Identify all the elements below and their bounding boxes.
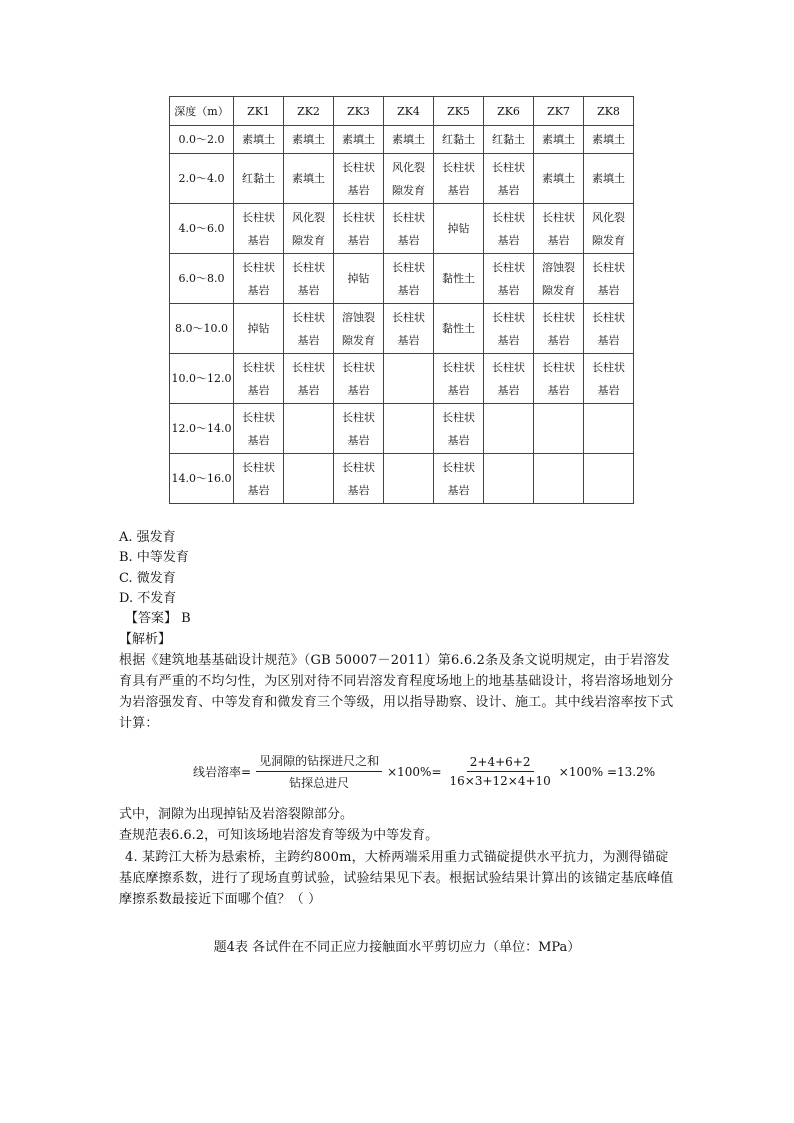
soil-cell-line: 长柱状 — [292, 360, 325, 374]
soil-cell-line: 素填土 — [292, 133, 325, 146]
soil-cell-line: 隙发育 — [592, 233, 625, 247]
soil-cell-line: 基岩 — [397, 333, 420, 347]
soil-cell-line: 隙发育 — [292, 233, 325, 247]
table-row — [170, 204, 634, 254]
depth-cell: 8.0～10.0 — [170, 304, 234, 354]
table-row — [170, 454, 634, 504]
soil-cell — [534, 304, 584, 354]
soil-cell — [434, 454, 484, 504]
soil-cell-line: 隙发育 — [342, 333, 375, 347]
soil-cell-line: 基岩 — [347, 433, 370, 447]
soil-cell-line: 基岩 — [347, 183, 370, 197]
soil-cell-line: 溶蚀裂 — [542, 260, 575, 274]
soil-cell-line: 长柱状 — [342, 410, 375, 424]
soil-cell-line: 长柱状 — [442, 410, 475, 424]
option-a: A. 强发育 — [119, 530, 176, 545]
soil-cell — [584, 454, 634, 504]
fraction-values — [447, 755, 554, 788]
header-borehole: ZK7 — [534, 97, 584, 126]
soil-cell — [384, 304, 434, 354]
depth-cell: 0.0～2.0 — [170, 126, 234, 154]
soil-cell-line: 基岩 — [247, 483, 270, 497]
soil-cell — [284, 154, 334, 204]
fraction-values-numerator: 2+4+6+2 — [467, 755, 534, 772]
soil-cell — [484, 126, 534, 154]
soil-cell — [434, 304, 484, 354]
soil-cell-line: 素填土 — [342, 133, 375, 146]
soil-cell — [234, 304, 284, 354]
header-borehole: ZK8 — [584, 97, 634, 126]
soil-cell — [434, 254, 484, 304]
question-4: 4. 某跨江大桥为悬索桥，主跨约800m，大桥两端采用重力式锚碇提供水平抗力，为测得锚碇基底摩擦系数，进行了现场直剪试验，试验结果见下表。根据试验结果计算出的该锚定基底峰值摩擦系数最接近下面哪个值？（ ） — [119, 850, 674, 907]
soil-cell-line: 长柱状 — [442, 160, 475, 174]
soil-cell — [484, 204, 534, 254]
table-row — [170, 354, 634, 404]
soil-cell-line: 基岩 — [397, 233, 420, 247]
soil-cell-line: 基岩 — [447, 433, 470, 447]
table-row — [170, 154, 634, 204]
soil-cell — [484, 154, 534, 204]
soil-cell-line: 红黏土 — [442, 133, 475, 146]
table-caption: 题4表 各试件在不同正应力接触面水平剪切应力（单位：MPa） — [213, 940, 581, 955]
soil-cell — [384, 254, 434, 304]
soil-cell — [584, 254, 634, 304]
soil-cell — [334, 404, 384, 454]
option-c: C. 微发育 — [119, 571, 176, 586]
soil-cell — [434, 204, 484, 254]
soil-cell — [334, 304, 384, 354]
soil-cell-line: 素填土 — [242, 133, 275, 146]
soil-cell — [534, 204, 584, 254]
soil-cell-line: 长柱状 — [492, 360, 525, 374]
soil-cell — [434, 154, 484, 204]
soil-cell-line: 风化裂 — [392, 160, 425, 174]
option-d: D. 不发育 — [119, 591, 177, 606]
soil-cell-line: 基岩 — [247, 383, 270, 397]
soil-cell-line: 基岩 — [547, 333, 570, 347]
soil-cell-line: 溶蚀裂 — [342, 310, 375, 324]
soil-cell-line: 基岩 — [447, 483, 470, 497]
soil-cell-line: 基岩 — [547, 383, 570, 397]
table-header-row — [170, 97, 634, 126]
soil-cell — [334, 126, 384, 154]
soil-cell-line: 长柱状 — [492, 160, 525, 174]
header-borehole: ZK4 — [384, 97, 434, 126]
soil-cell — [484, 454, 534, 504]
soil-cell-line: 基岩 — [347, 233, 370, 247]
soil-cell-line: 基岩 — [497, 183, 520, 197]
soil-cell-line: 长柱状 — [242, 360, 275, 374]
soil-cell-line: 基岩 — [497, 233, 520, 247]
soil-cell-line: 掉钻 — [447, 222, 470, 235]
header-borehole: ZK5 — [434, 97, 484, 126]
soil-cell-line: 长柱状 — [342, 360, 375, 374]
table-row — [170, 254, 634, 304]
soil-cell-line: 素填土 — [392, 133, 425, 146]
soil-cell-line: 基岩 — [447, 183, 470, 197]
soil-cell — [334, 254, 384, 304]
fraction-definition-numerator: 见洞隙的钻探进尺之和 — [256, 752, 382, 772]
soil-cell-line: 基岩 — [297, 283, 320, 297]
soil-cell-line: 隙发育 — [542, 283, 575, 297]
note-hole: 式中，洞隙为出现掉钻及岩溶裂隙部分。 — [119, 807, 354, 822]
soil-cell-line: 素填土 — [292, 172, 325, 185]
soil-cell-line: 黏性土 — [442, 272, 475, 285]
soil-cell-line: 长柱状 — [592, 360, 625, 374]
soil-cell-line: 素填土 — [542, 172, 575, 185]
soil-cell — [284, 204, 334, 254]
fraction-definition — [256, 752, 382, 791]
soil-cell-line: 长柱状 — [292, 310, 325, 324]
header-depth: 深度（m） — [170, 97, 234, 126]
soil-cell-line: 基岩 — [497, 333, 520, 347]
table-body — [170, 126, 634, 504]
soil-cell — [484, 354, 534, 404]
soil-cell-line: 长柱状 — [492, 260, 525, 274]
soil-cell-line: 长柱状 — [242, 460, 275, 474]
soil-cell — [484, 254, 534, 304]
soil-cell-line: 风化裂 — [292, 210, 325, 224]
soil-cell-line: 基岩 — [297, 383, 320, 397]
soil-cell — [284, 254, 334, 304]
soil-cell — [384, 204, 434, 254]
soil-cell — [534, 404, 584, 454]
soil-cell — [534, 254, 584, 304]
soil-cell-line: 基岩 — [247, 233, 270, 247]
soil-cell-line: 基岩 — [347, 383, 370, 397]
analysis-title: 【解析】 — [119, 632, 172, 647]
soil-cell — [334, 204, 384, 254]
soil-cell-line: 基岩 — [397, 283, 420, 297]
soil-cell-line: 黏性土 — [442, 322, 475, 335]
formula-result: ×100% =13.2% — [558, 764, 656, 779]
soil-cell — [284, 304, 334, 354]
soil-cell-line: 基岩 — [447, 383, 470, 397]
soil-cell-line: 长柱状 — [542, 360, 575, 374]
soil-cell-line: 基岩 — [597, 383, 620, 397]
soil-cell-line: 掉钻 — [247, 322, 270, 335]
soil-cell — [584, 154, 634, 204]
soil-cell — [384, 404, 434, 454]
soil-cell — [384, 154, 434, 204]
fraction-values-denominator: 16×3+12×4+10 — [449, 774, 551, 788]
depth-cell: 2.0～4.0 — [170, 154, 234, 204]
soil-cell-line: 红黏土 — [492, 133, 525, 146]
header-borehole: ZK1 — [234, 97, 284, 126]
soil-cell-line: 素填土 — [592, 133, 625, 146]
soil-cell — [234, 454, 284, 504]
soil-cell — [234, 404, 284, 454]
soil-cell-line: 长柱状 — [492, 310, 525, 324]
soil-cell-line: 基岩 — [497, 283, 520, 297]
soil-cell-line: 长柱状 — [542, 210, 575, 224]
soil-cell-line: 长柱状 — [242, 210, 275, 224]
soil-cell — [384, 126, 434, 154]
soil-cell-line: 长柱状 — [492, 210, 525, 224]
soil-cell-line: 掉钻 — [347, 272, 370, 285]
soil-cell — [584, 404, 634, 454]
depth-cell: 12.0～14.0 — [170, 404, 234, 454]
soil-cell-line: 基岩 — [247, 283, 270, 297]
soil-cell — [434, 404, 484, 454]
table-row — [170, 304, 634, 354]
formula-label: 线岩溶率= — [193, 765, 252, 779]
soil-cell — [584, 354, 634, 404]
soil-cell-line: 长柱状 — [592, 310, 625, 324]
soil-cell-line: 素填土 — [542, 133, 575, 146]
soil-cell-line: 长柱状 — [242, 410, 275, 424]
soil-cell-line: 素填土 — [592, 172, 625, 185]
soil-cell-line: 基岩 — [247, 433, 270, 447]
header-borehole: ZK3 — [334, 97, 384, 126]
soil-cell — [534, 354, 584, 404]
soil-cell — [334, 154, 384, 204]
header-borehole: ZK6 — [484, 97, 534, 126]
table-row — [170, 404, 634, 454]
soil-cell-line: 红黏土 — [242, 172, 275, 185]
soil-cell — [334, 354, 384, 404]
soil-cell-line: 基岩 — [597, 283, 620, 297]
option-b: B. 中等发育 — [119, 550, 189, 565]
soil-cell — [334, 454, 384, 504]
soil-cell-line: 长柱状 — [242, 260, 275, 274]
soil-cell-line: 长柱状 — [592, 260, 625, 274]
soil-cell — [284, 404, 334, 454]
soil-cell-line: 长柱状 — [542, 310, 575, 324]
analysis-text: 根据《建筑地基基础设计规范》（GB 50007－2011）第6.6.2条及条文说明规定，由于岩溶发育具有严重的不均匀性，为区别对待不同岩溶发育程度场地上的地基基础设计，将岩溶场地划分为岩溶强发育、中等发育和微发育三个等级，用以指导勘察、设计、施工。其中线岩溶率按下式计算： — [119, 653, 674, 731]
soil-cell-line: 基岩 — [347, 483, 370, 497]
soil-cell — [484, 304, 534, 354]
soil-cell-line: 风化裂 — [592, 210, 625, 224]
depth-cell: 10.0～12.0 — [170, 354, 234, 404]
soil-cell — [384, 354, 434, 404]
soil-cell — [584, 204, 634, 254]
soil-cell-line: 基岩 — [297, 333, 320, 347]
soil-cell-line: 长柱状 — [392, 310, 425, 324]
soil-cell-line: 基岩 — [497, 383, 520, 397]
soil-cell-line: 长柱状 — [442, 460, 475, 474]
borehole-table — [169, 96, 634, 504]
soil-cell — [584, 126, 634, 154]
soil-cell-line: 长柱状 — [292, 260, 325, 274]
soil-cell — [234, 204, 284, 254]
soil-cell-line: 隙发育 — [392, 183, 425, 197]
soil-cell — [584, 304, 634, 354]
soil-cell-line: 长柱状 — [392, 210, 425, 224]
depth-cell: 14.0～16.0 — [170, 454, 234, 504]
depth-cell: 4.0～6.0 — [170, 204, 234, 254]
formula-times-1: ×100%= — [387, 764, 442, 779]
soil-cell-line: 基岩 — [597, 333, 620, 347]
soil-cell-line: 长柱状 — [342, 460, 375, 474]
soil-cell-line: 长柱状 — [342, 160, 375, 174]
soil-cell — [284, 354, 334, 404]
soil-cell — [434, 354, 484, 404]
soil-cell — [234, 126, 284, 154]
soil-cell — [234, 154, 284, 204]
soil-cell-line: 基岩 — [547, 233, 570, 247]
note-conclusion: 查规范表6.6.2，可知该场地岩溶发育等级为中等发育。 — [119, 828, 439, 843]
soil-cell — [284, 454, 334, 504]
soil-cell — [434, 126, 484, 154]
soil-cell-line: 长柱状 — [342, 210, 375, 224]
answer: 【答案】 B — [125, 611, 191, 626]
header-borehole: ZK2 — [284, 97, 334, 126]
fraction-definition-denominator: 钻探总进尺 — [289, 776, 350, 790]
soil-cell-line: 长柱状 — [392, 260, 425, 274]
soil-cell — [534, 126, 584, 154]
soil-cell — [534, 454, 584, 504]
soil-cell — [384, 454, 434, 504]
soil-cell — [484, 404, 534, 454]
soil-cell — [534, 154, 584, 204]
soil-cell — [284, 126, 334, 154]
depth-cell: 6.0～8.0 — [170, 254, 234, 304]
soil-cell-line: 长柱状 — [442, 360, 475, 374]
soil-cell — [234, 354, 284, 404]
table-row — [170, 126, 634, 154]
soil-cell — [234, 254, 284, 304]
karst-rate-formula — [193, 752, 655, 791]
